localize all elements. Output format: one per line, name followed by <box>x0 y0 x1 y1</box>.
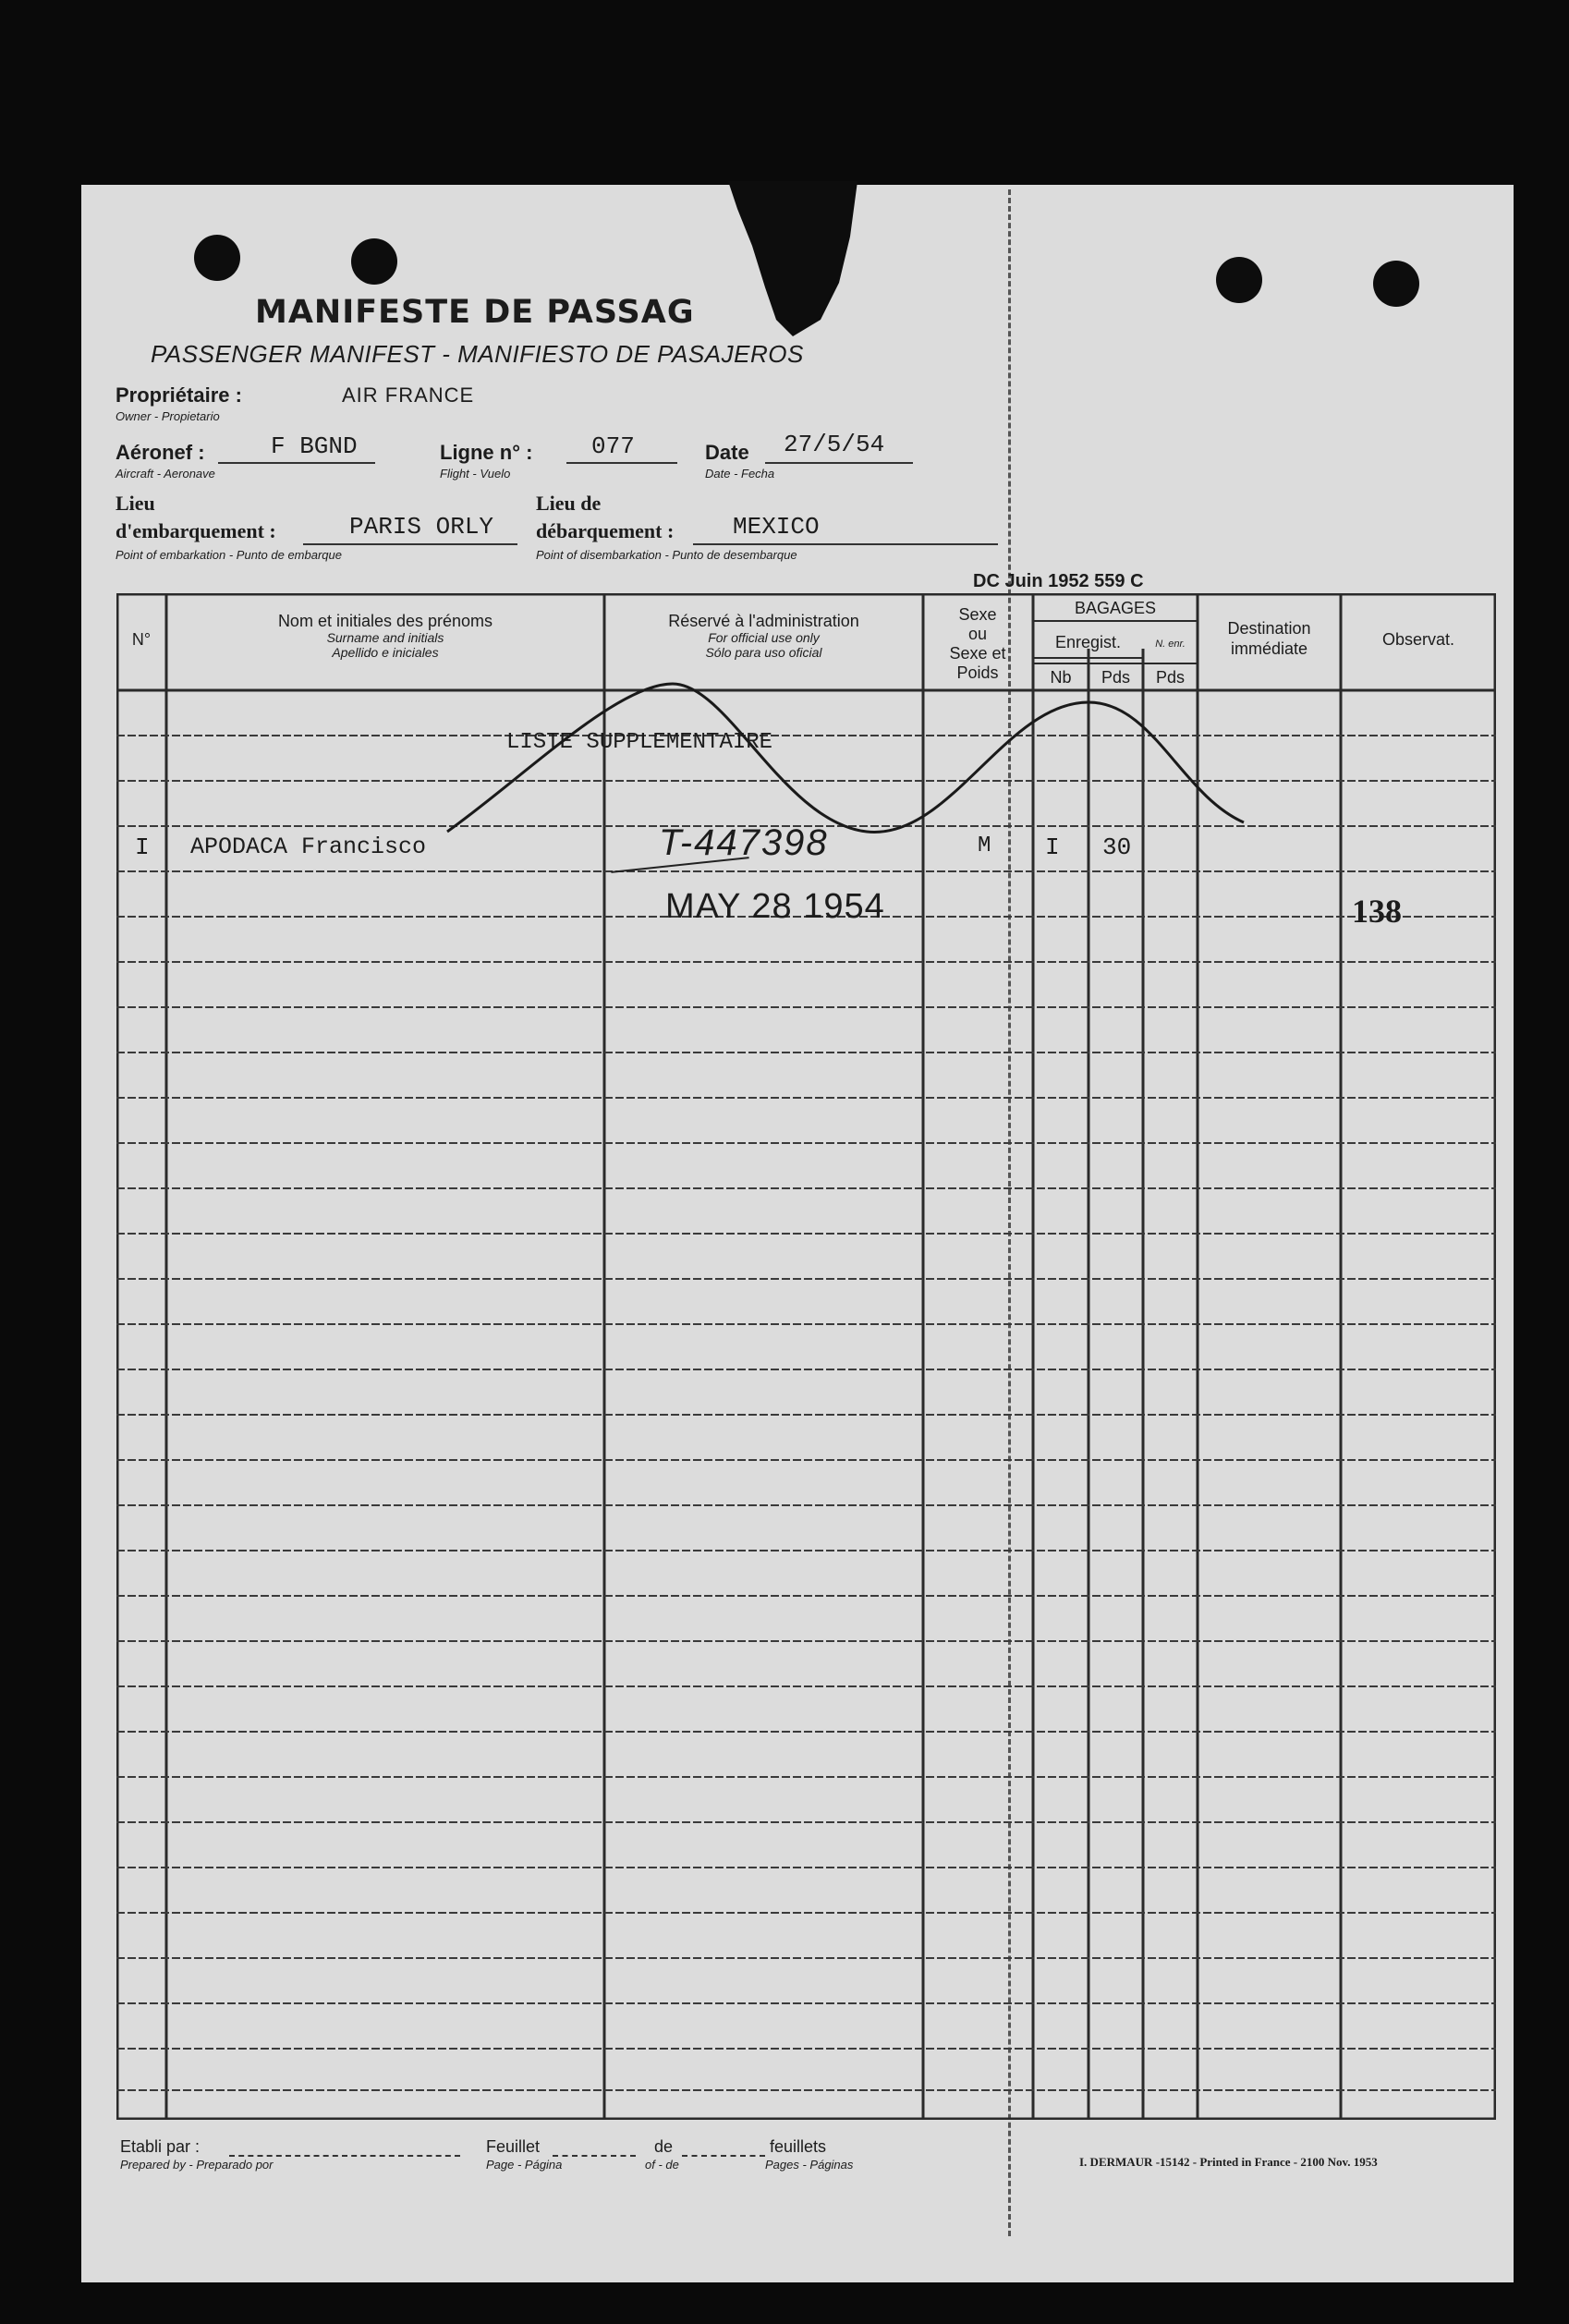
footer-sheet-line <box>553 2155 636 2157</box>
footer-printer-info: I. DERMAUR -15142 - Printed in France - 2100 Nov. 1953 <box>1079 2155 1378 2169</box>
passenger-name: APODACA Francisco <box>190 833 427 860</box>
embark-sublabel: Point of embarkation - Punto de embarque <box>116 548 342 562</box>
footer-sheet-label: Feuillet <box>486 2137 541 2156</box>
date-label: Date <box>705 441 749 464</box>
col-header-sex-4: Poids <box>956 663 999 682</box>
col-header-admin-es: Sólo para uso oficial <box>705 645 822 660</box>
passenger-admin-number: T-447398 <box>659 822 829 863</box>
footer-of-label: de <box>654 2137 674 2156</box>
col-header-bagages: BAGAGES <box>1074 599 1157 617</box>
aircraft-label: Aéronef : <box>116 441 205 464</box>
list-heading: LISTE SUPPLEMENTAIRE <box>506 730 773 755</box>
date-sublabel: Date - Fecha <box>705 467 775 481</box>
disembark-value: MEXICO <box>733 513 820 541</box>
footer-sheets-label: feuillets <box>770 2137 827 2156</box>
manifest-sheet <box>81 185 1514 2282</box>
footer-established-line <box>229 2155 460 2157</box>
col-header-sex-3: Sexe et <box>949 644 1006 663</box>
col-header-admin-en: For official use only <box>708 630 820 645</box>
owner-label: Propriétaire : <box>116 383 242 407</box>
footer-established-label: Etabli par : <box>120 2137 201 2156</box>
disembark-label-2: débarquement : <box>536 519 675 542</box>
footer-of-sub: of - de <box>645 2158 679 2172</box>
aircraft-value: F BGND <box>271 432 358 460</box>
footer-sheet-sub: Page - Página <box>486 2158 563 2172</box>
passenger-baggage-pds: 30 <box>1102 833 1132 861</box>
flight-sublabel: Flight - Vuelo <box>440 467 511 481</box>
date-stamp: MAY 28 1954 <box>665 887 885 926</box>
page-title: MANIFESTE DE PASSAG <box>255 294 695 331</box>
col-header-no: N° <box>131 630 152 649</box>
date-value: 27/5/54 <box>784 431 885 458</box>
embark-value: PARIS ORLY <box>349 513 494 541</box>
passenger-baggage-nb: I <box>1045 833 1060 861</box>
footer-established-sub: Prepared by - Preparado por <box>120 2158 274 2172</box>
col-header-name: Nom et initiales des prénoms <box>277 612 493 630</box>
owner-sublabel: Owner - Propietario <box>116 409 220 423</box>
col-header-admin: Réservé à l'administration <box>668 612 859 630</box>
col-header-destination-2: immédiate <box>1230 639 1308 658</box>
col-header-non-enregist: N. enr. <box>1155 639 1186 650</box>
col-header-pds-2: Pds <box>1155 668 1186 687</box>
flight-value: 077 <box>591 432 635 460</box>
footer-sheets-sub: Pages - Páginas <box>765 2158 854 2172</box>
disembark-sublabel: Point of disembarkation - Punto de desembarque <box>536 548 797 562</box>
col-header-enregist: Enregist. <box>1054 633 1122 651</box>
col-header-destination-1: Destination <box>1227 619 1311 638</box>
col-header-name-en: Surname and initials <box>326 630 444 645</box>
disembark-label-1: Lieu de <box>536 492 602 515</box>
observation-number: 138 <box>1352 893 1402 930</box>
col-header-nb: Nb <box>1050 668 1072 687</box>
form-code: DC Juin 1952 559 C <box>973 571 1144 591</box>
col-header-observations: Observat. <box>1381 630 1455 649</box>
col-header-name-es: Apellido e iniciales <box>332 645 439 660</box>
embark-label-1: Lieu <box>116 492 155 515</box>
col-header-sex-2: ou <box>967 625 988 643</box>
owner-value: AIR FRANCE <box>342 383 475 407</box>
passenger-sex: M <box>978 833 991 858</box>
page-subtitle: PASSENGER MANIFEST - MANIFIESTO DE PASAJEROS <box>151 340 804 368</box>
handwritten-curve-mark <box>81 185 1514 2282</box>
footer-of-line <box>682 2155 765 2157</box>
aircraft-sublabel: Aircraft - Aeronave <box>116 467 215 481</box>
embark-label-2: d'embarquement : <box>116 519 276 542</box>
flight-label: Ligne n° : <box>440 441 533 464</box>
passenger-no: I <box>135 833 150 861</box>
col-header-sex-1: Sexe <box>958 605 997 624</box>
col-header-pds: Pds <box>1101 668 1131 687</box>
